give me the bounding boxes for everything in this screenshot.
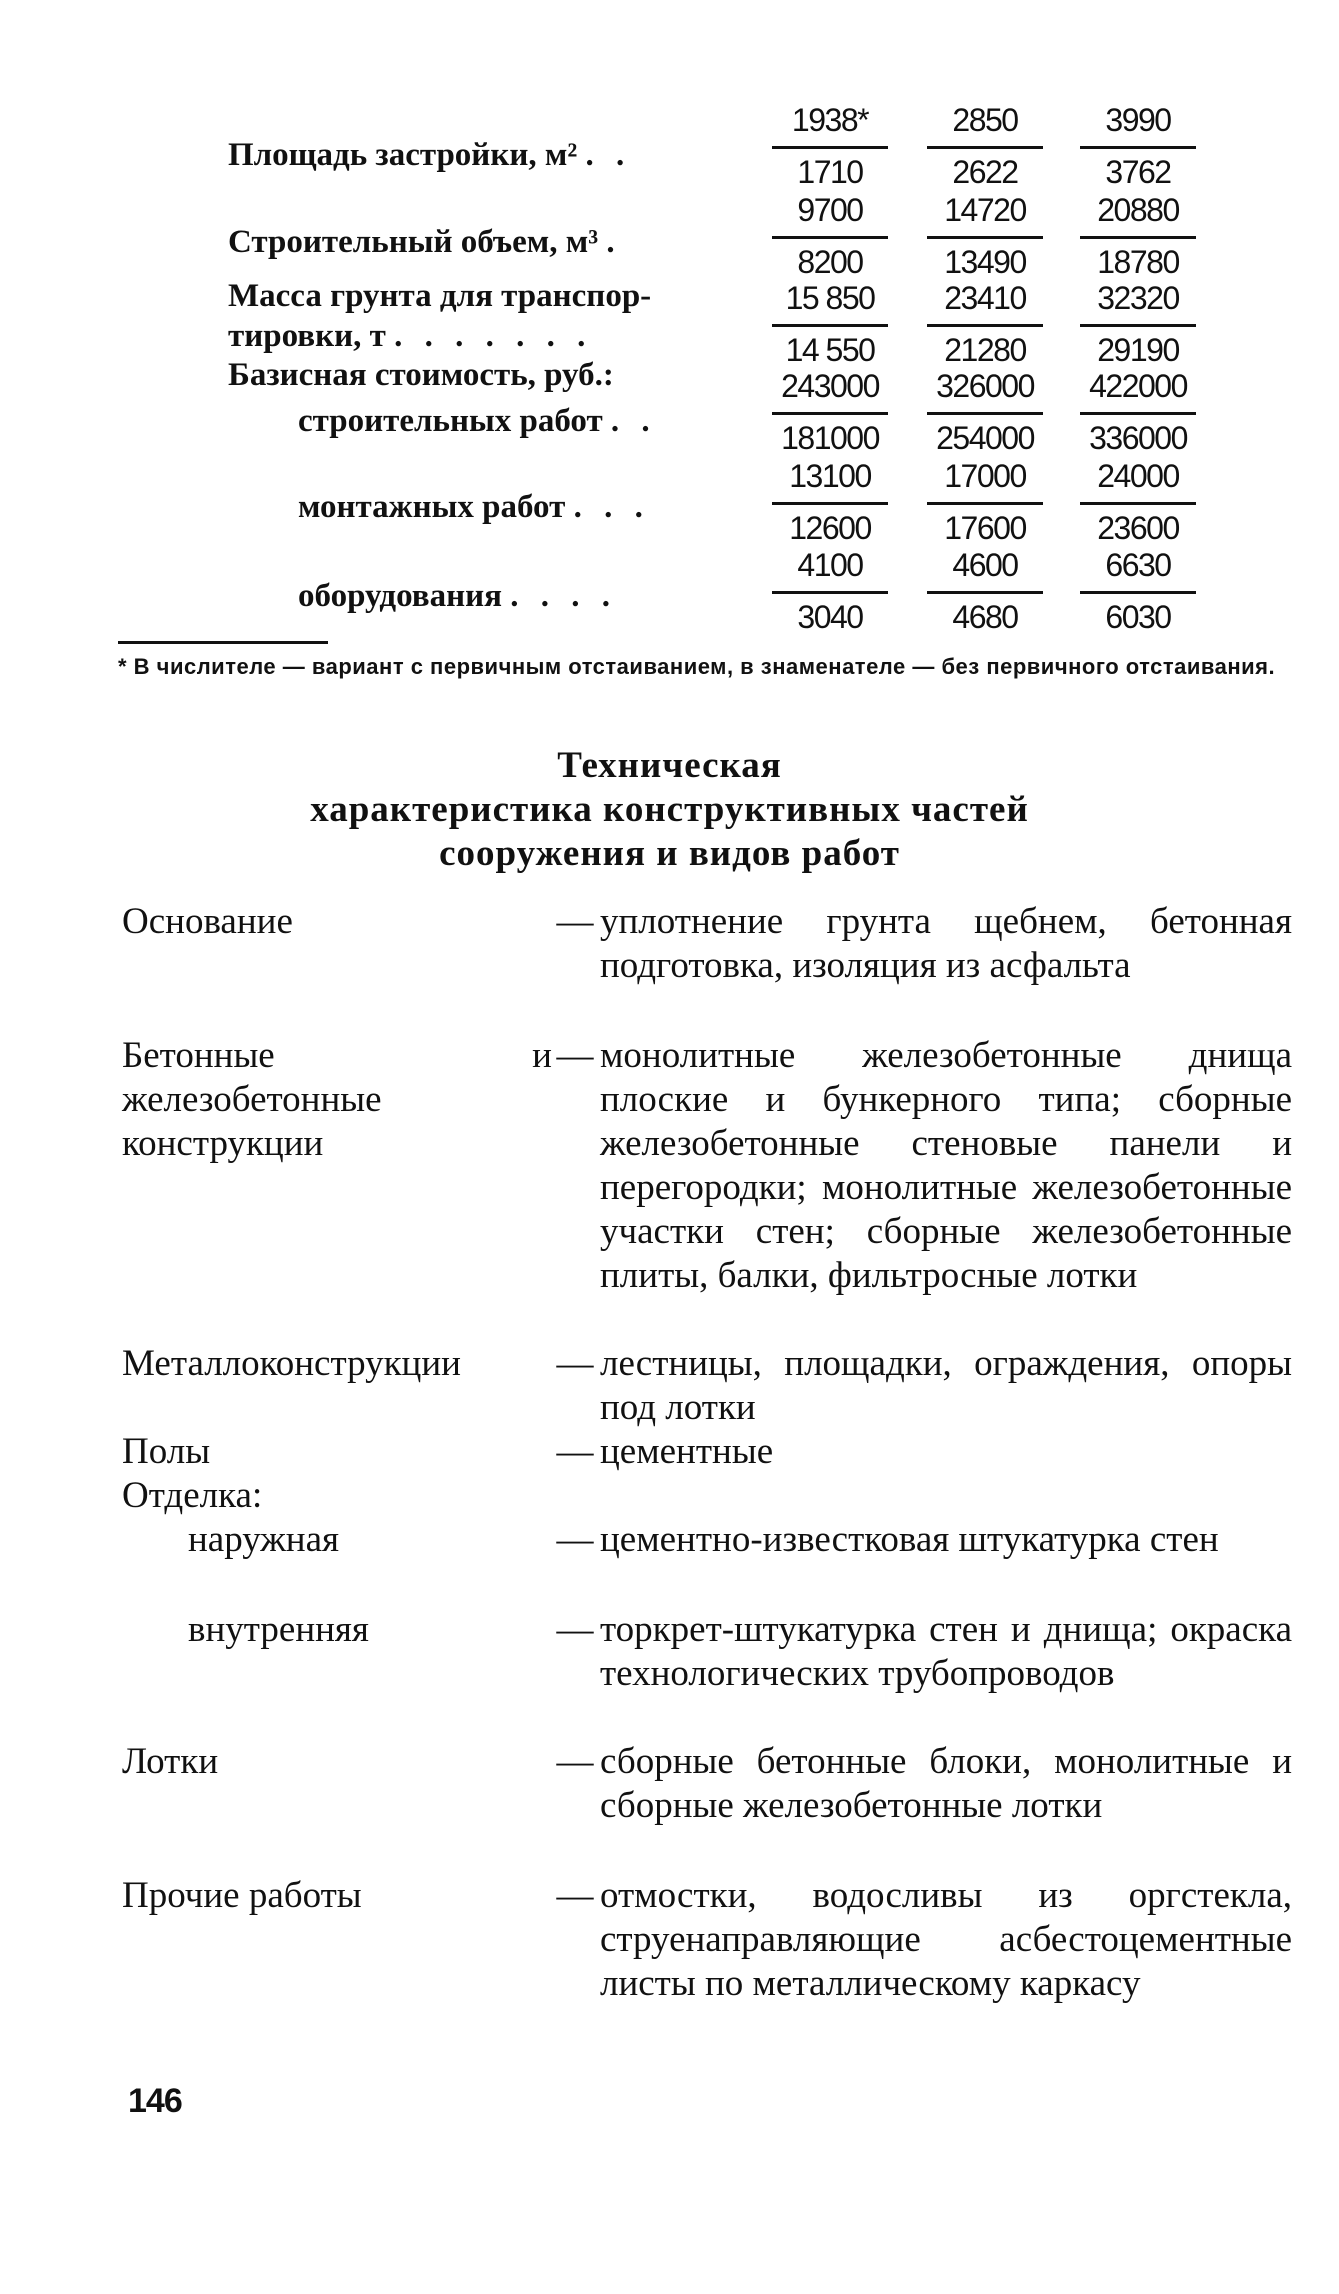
spec-dash: — xyxy=(556,1035,594,1076)
value-cell: 24000 23600 xyxy=(1058,456,1218,556)
row-label: Строительный объем, м³ . xyxy=(228,224,622,260)
value-cell: 2850 2622 xyxy=(905,100,1065,200)
spec-term: Отделка: xyxy=(122,1475,263,1516)
spec-description: монолитные железобетонные днища плоские и бункерного типа; сборные железобетонные стеновые панели и перегородки; монолитные железобетонные участки стен; сборные железобетонные плиты, балки, фильтросные лотки xyxy=(600,1035,1292,1296)
spec-term: Основание xyxy=(122,901,293,942)
value-cell: 4600 4680 xyxy=(905,545,1065,645)
page-number: 146 xyxy=(128,2082,182,2120)
value-cell: 6630 6030 xyxy=(1058,545,1218,645)
spec-description: торкрет-штукатурка стен и днища; окраска технологических трубопроводов xyxy=(600,1609,1292,1694)
value-cell: 20880 18780 xyxy=(1058,190,1218,290)
spec-dash: — xyxy=(556,1875,594,1916)
value-cell: 1938* 1710 xyxy=(750,100,910,200)
spec-dash: — xyxy=(556,1431,594,1472)
spec-term: Металлоконструкции xyxy=(122,1343,461,1384)
row-label: Площадь застройки, м² . . xyxy=(228,137,632,173)
row-label: оборудования . . . . xyxy=(298,578,617,614)
section-heading xyxy=(0,744,1339,876)
heading-line: характеристика конструктивных частей xyxy=(310,789,1029,830)
spec-term: Бетонные и железобетонные конструкции xyxy=(122,1035,552,1164)
spec-term: наружная xyxy=(188,1519,340,1560)
spec-term: Полы xyxy=(122,1431,211,1472)
spec-dash: — xyxy=(556,901,594,942)
value-cell: 9700 8200 xyxy=(750,190,910,290)
spec-description: уплотнение грунта щебнем, бетонная подготовка, изоляция из асфальта xyxy=(600,901,1292,986)
spec-term: внутренняя xyxy=(188,1609,369,1650)
value-cell: 422000 336000 xyxy=(1058,366,1218,466)
row-label: строительных работ . . xyxy=(298,403,657,439)
value-cell: 3990 3762 xyxy=(1058,100,1218,200)
spec-description: лестницы, площадки, ограждения, опоры под лотки xyxy=(600,1343,1292,1428)
value-cell: 23410 21280 xyxy=(905,278,1065,378)
spec-description: цементно-известковая штукатурка стен xyxy=(600,1519,1219,1560)
value-cell: 15 850 14 550 xyxy=(750,278,910,378)
value-cell: 13100 12600 xyxy=(750,456,910,556)
spec-term: Лотки xyxy=(122,1741,219,1782)
spec-dash: — xyxy=(556,1741,594,1782)
footnote: * В числителе — вариант с первичным отстаиванием, в знаменателе — без первичного отстаивания. xyxy=(118,654,1276,679)
value-cell: 326000 254000 xyxy=(905,366,1065,466)
spec-description: сборные бетонные блоки, монолитные и сборные железобетонные лотки xyxy=(600,1741,1292,1826)
value-cell: 4100 3040 xyxy=(750,545,910,645)
spec-dash: — xyxy=(556,1609,594,1650)
heading-line: сооружения и видов работ xyxy=(439,833,900,874)
footnote-rule xyxy=(118,641,328,644)
value-cell: 243000 181000 xyxy=(750,366,910,466)
value-cell: 32320 29190 xyxy=(1058,278,1218,378)
spec-term: Прочие работы xyxy=(122,1875,362,1916)
value-cell: 14720 13490 xyxy=(905,190,1065,290)
spec-description: отмостки, водосливы из оргстекла, струенаправляющие асбестоцементные листы по металлическому каркасу xyxy=(600,1875,1292,2004)
value-cell: 17000 17600 xyxy=(905,456,1065,556)
row-label: Базисная стоимость, руб.: xyxy=(228,357,614,393)
heading-line: Техническая xyxy=(557,745,782,786)
spec-dash: — xyxy=(556,1343,594,1384)
spec-dash: — xyxy=(556,1519,594,1560)
spec-description: цементные xyxy=(600,1431,774,1472)
row-label: монтажных работ . . . xyxy=(298,489,650,525)
row-label: Масса грунта для транспор- xyxy=(228,278,652,314)
row-label: тировки, т . . . . . . . xyxy=(228,318,593,354)
